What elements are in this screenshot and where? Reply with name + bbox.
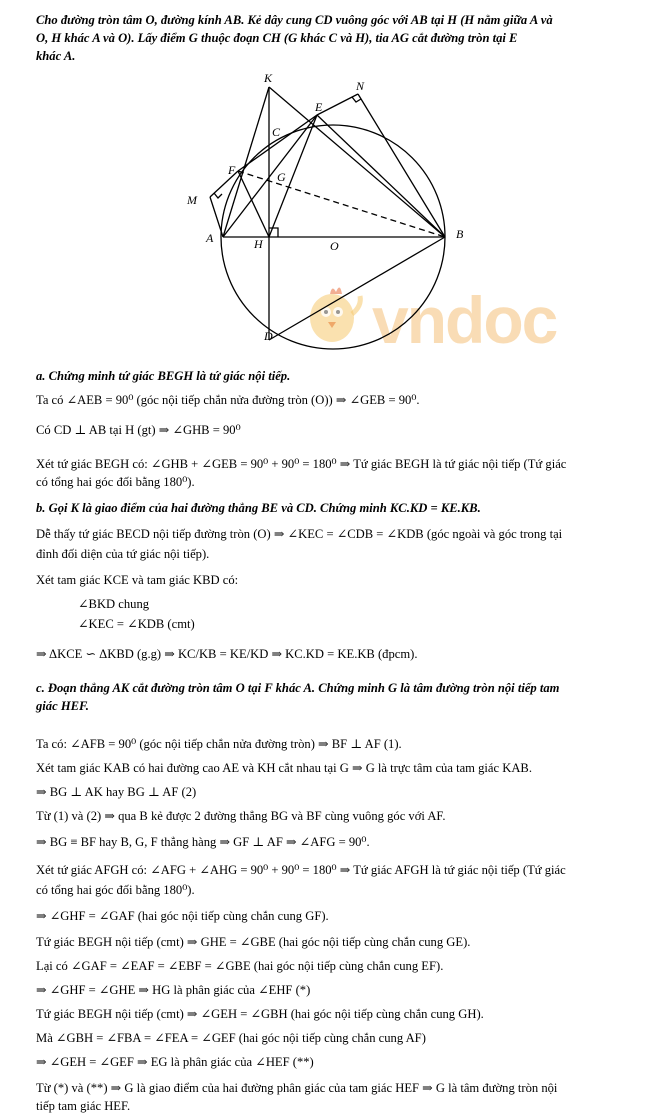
geometry-figure [170, 70, 490, 360]
label-a: A [206, 231, 214, 245]
line-fe [238, 115, 317, 171]
part-c-line-15: Từ (*) và (**) ⇒ G là giao điểm của hai đường phân giác của tam giác HEF ⇒ G là tâm đường tròn nội [36, 1081, 558, 1095]
part-c-line-7: có tổng hai góc đối bằng 180⁰). [36, 883, 195, 897]
label-n: N [356, 79, 365, 93]
watermark-logo: vndoc [372, 283, 557, 357]
part-c-line-11: ⇒ ∠GHF = ∠GHE ⇒ HG là phân giác của ∠EHF (*) [36, 983, 311, 997]
part-c-line-4: Từ (1) và (2) ⇒ qua B kẻ được 2 đường thẳng BG và BF cùng vuông góc với AF. [36, 809, 446, 823]
part-c-line-1: Ta có: ∠AFB = 90⁰ (góc nội tiếp chắn nửa đường tròn) ⇒ BF ⊥ AF (1). [36, 737, 402, 751]
intro-line-1: Cho đường tròn tâm O, đường kính AB. Kẻ dây cung CD vuông góc với AB tại H (H nằm giữa A và [36, 13, 553, 27]
part-c-line-5: ⇒ BG ≡ BF hay B, G, F thẳng hàng ⇒ GF ⊥ AF ⇒ ∠AFG = 90⁰. [36, 835, 370, 849]
label-b: B [456, 227, 464, 241]
part-a-line-3: Xét tứ giác BEGH có: ∠GHB + ∠GEB = 90⁰ + 90⁰ = 180⁰ ⇒ Tứ giác BEGH là tứ giác nội tiếp (Tứ giác [36, 457, 567, 471]
part-c-line-8: ⇒ ∠GHF = ∠GAF (hai góc nội tiếp cùng chắn cung GF). [36, 909, 329, 923]
label-o: O [330, 239, 339, 253]
part-c-line-6: Xét tứ giác AFGH có: ∠AFG + ∠AHG = 90⁰ + 90⁰ = 180⁰ ⇒ Tứ giác AFGH là tứ giác nội tiếp (Tứ giác [36, 863, 566, 877]
part-b-line-6: ⇒ ΔKCE ∽ ΔKBD (g.g) ⇒ KC/KB = KE/KD ⇒ KC.KD = KE.KB (đpcm). [36, 647, 418, 661]
part-c-line-12: Tứ giác BEGH nội tiếp (cmt) ⇒ ∠GEH = ∠GBH (hai góc nội tiếp cùng chắn cung GH). [36, 1007, 484, 1021]
line-db [269, 237, 445, 340]
line-ae [223, 115, 317, 237]
label-g: G [277, 170, 286, 184]
part-c-line-2: Xét tam giác KAB có hai đường cao AE và KH cắt nhau tại G ⇒ G là trực tâm của tam giác KAB. [36, 761, 532, 775]
part-c-line-3: ⇒ BG ⊥ AK hay BG ⊥ AF (2) [36, 785, 197, 799]
part-c-line-10: Lại có ∠GAF = ∠EAF = ∠EBF = ∠GBE (hai góc nội tiếp cùng chắn cung EF). [36, 959, 444, 973]
part-a-line-1: Ta có ∠AEB = 90⁰ (góc nội tiếp chắn nửa đường tròn (O)) ⇒ ∠GEB = 90⁰. [36, 393, 420, 407]
line-eb [317, 115, 445, 237]
part-a-line-4: có tổng hai góc đối bằng 180⁰). [36, 475, 195, 489]
intro-line-2: O, H khác A và O). Lấy điểm G thuộc đoạn CH (G khác C và H), tia AG cắt đường tròn tại E [36, 31, 518, 45]
intro-line-3: khác A. [36, 49, 76, 63]
part-c-line-13: Mà ∠GBH = ∠FBA = ∠FEA = ∠GEF (hai góc nội tiếp cùng chắn cung AF) [36, 1031, 426, 1045]
part-b-heading: b. Gọi K là giao điểm của hai đường thẳng BE và CD. Chứng minh KC.KD = KE.KB. [36, 501, 481, 515]
line-nb [358, 94, 445, 237]
label-d: D [264, 329, 273, 343]
part-b-line-1: Dễ thấy tứ giác BECD nội tiếp đường tròn (O) ⇒ ∠KEC = ∠CDB = ∠KDB (góc ngoài và góc trong tại [36, 527, 563, 541]
part-c-heading-2: giác HEF. [36, 699, 89, 713]
label-f: F [228, 163, 236, 177]
part-b-line-3: Xét tam giác KCE và tam giác KBD có: [36, 573, 239, 587]
line-kb [269, 87, 445, 237]
part-c-heading-1: c. Đoạn thẳng AK cắt đường tròn tâm O tại F khác A. Chứng minh G là tâm đường tròn nội tiếp tam [36, 681, 560, 695]
part-b-line-4: ∠BKD chung [78, 597, 150, 611]
line-fh [238, 171, 269, 237]
part-a-line-2: Có CD ⊥ AB tại H (gt) ⇒ ∠GHB = 90⁰ [36, 423, 241, 437]
part-b-line-2: đỉnh đối diện của tứ giác nội tiếp). [36, 547, 210, 561]
line-ka [223, 87, 269, 237]
part-c-line-14: ⇒ ∠GEH = ∠GEF ⇒ EG là phân giác của ∠HEF (**) [36, 1055, 314, 1069]
label-m: M [187, 193, 197, 207]
part-b-line-5: ∠KEC = ∠KDB (cmt) [78, 617, 195, 631]
label-c: C [272, 125, 281, 139]
part-c-line-9: Tứ giác BEGH nội tiếp (cmt) ⇒ GHE = ∠GBE (hai góc nội tiếp cùng chắn cung GE). [36, 935, 471, 949]
label-e: E [315, 100, 323, 114]
right-angle-m [214, 193, 222, 198]
label-h: H [254, 237, 263, 251]
part-c-line-16: tiếp tam giác HEF. [36, 1099, 131, 1113]
part-a-heading: a. Chứng minh tứ giác BEGH là tứ giác nội tiếp. [36, 369, 291, 383]
label-k: K [264, 71, 273, 85]
